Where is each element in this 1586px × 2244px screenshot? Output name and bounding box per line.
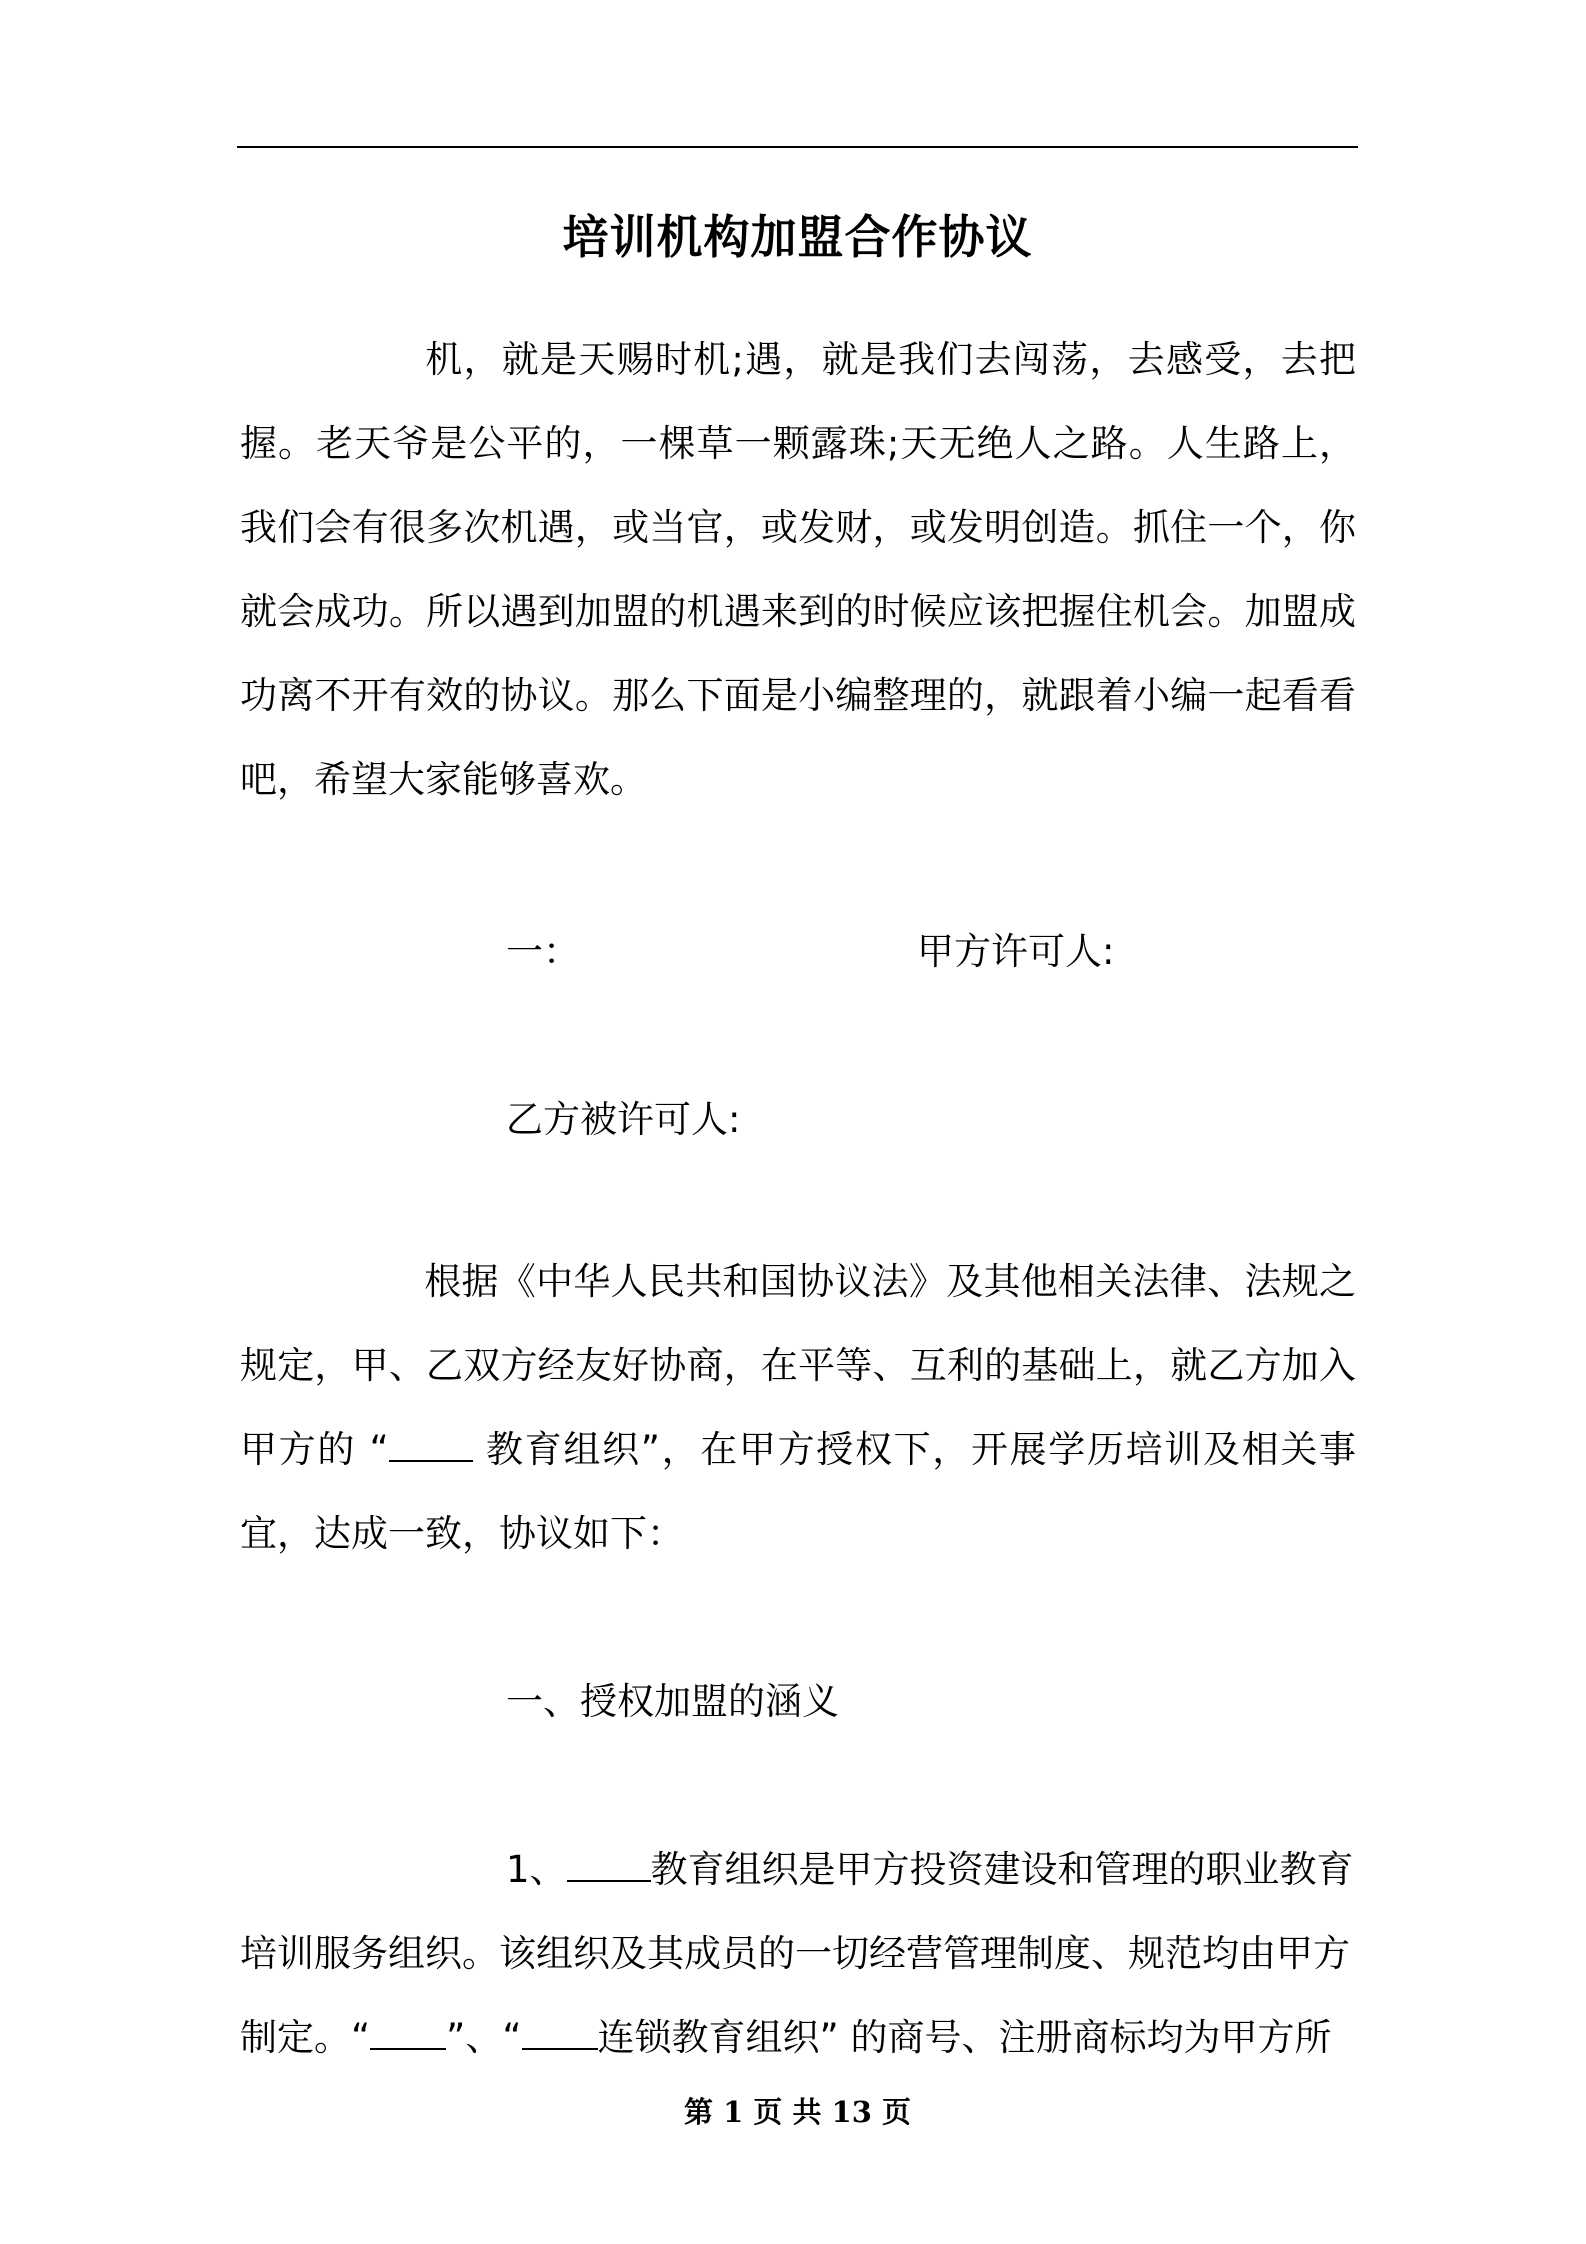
- clause-1-text-3c: 连锁教育组织” 的商号、注册商标均为甲方所: [597, 2016, 1332, 2059]
- clause-1-text-3b: ”、“: [446, 2016, 522, 2059]
- section-one-label: 一：: [506, 930, 580, 973]
- clause-1-line-3: [240, 1996, 1331, 2080]
- document-title: 培训机构加盟合作协议: [562, 210, 1033, 264]
- organization-name-blank: [567, 1848, 651, 1882]
- page-number-footer: 第 1 页 共 13 页: [683, 2095, 912, 2129]
- preamble-paragraph: [240, 1240, 1356, 1576]
- section-heading-1: 一、授权加盟的涵义: [506, 1680, 839, 1723]
- party-a-label: 甲方许可人:: [917, 930, 1115, 973]
- clause-1-text-1: 教育组织是甲方投资建设和管理的职业教育: [650, 1848, 1354, 1891]
- preamble-text-start: 根据《中华人民共和国协议法》及其他相关法律、法规之规定，甲、乙双方经友好协商，在平等、互利的基础上，就乙方加入甲方的 “: [240, 1260, 1356, 1471]
- clause-1-number: 1、: [506, 1848, 567, 1891]
- clause-1-text-3a: 制定。“: [240, 2016, 371, 2059]
- party-b-label: 乙方被许可人:: [506, 1098, 741, 1141]
- preamble-text-end: 教育组织”，在甲方授权下，开展学历培训及相关事宜，达成一致，协议如下：: [240, 1428, 1356, 1555]
- organization-name-blank: [389, 1428, 473, 1462]
- intro-paragraph: [240, 318, 1356, 822]
- clause-1-line-2: 培训服务组织。该组织及其成员的一切经营管理制度、规范均由甲方: [240, 1932, 1350, 1975]
- clause-1-line-1: [506, 1828, 1354, 1912]
- intro-text: 机，就是天赐时机;遇，就是我们去闯荡，去感受，去把握。老天爷是公平的，一棵草一颗露珠;天无绝人之路。人生路上，我们会有很多次机遇，或当官，或发财，或发明创造。抓住一个，你就会成功。所以遇到加盟的机遇来到的时候应该把握住机会。加盟成功离不开有效的协议。那么下面是小编整理的，就跟着小编一起看看吧，希望大家能够喜欢。: [240, 338, 1356, 801]
- trade-name-blank: [370, 2016, 446, 2050]
- header-rule: [237, 146, 1358, 148]
- chain-name-blank: [522, 2016, 598, 2050]
